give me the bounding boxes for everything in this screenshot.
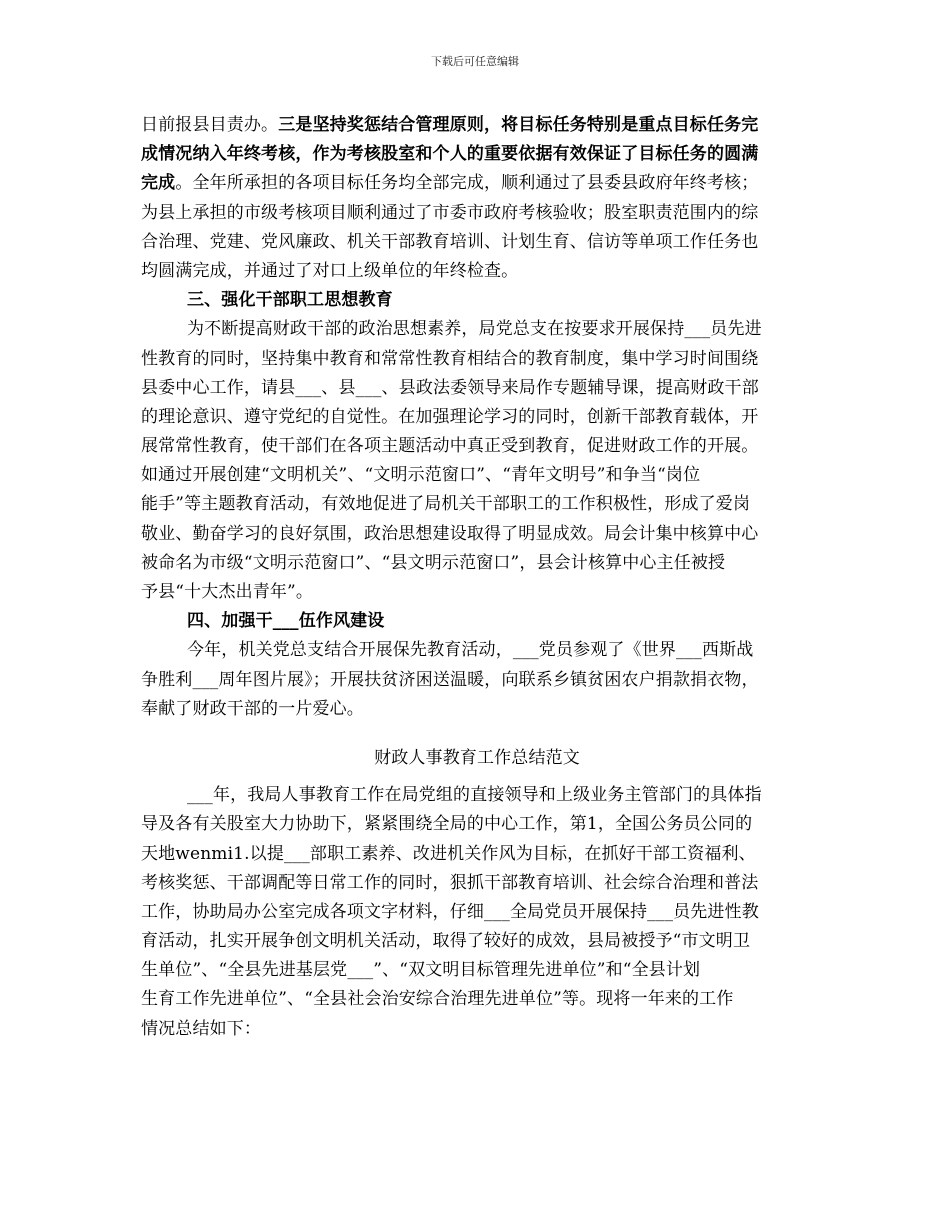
- section-heading-ideology: 三、强化干部职工思想教育: [187, 290, 393, 311]
- text-line: ___年，我局人事教育工作在局党组的直接领导和上级业务主管部门的具体指: [187, 785, 762, 806]
- text-line: 生单位”、“全县先进基层党___”、“双文明目标管理先进单位”和“全县计划: [141, 960, 701, 981]
- text-line: 成情况纳入年终考核，作为考核股室和个人的重要依据有效保证了目标任务的圆满: [141, 144, 759, 165]
- text-line: 为不断提高财政干部的政治思想素养，局党总支在按要求开展保持___员先进: [187, 319, 762, 340]
- text-line: 的理论意识、遵守党纪的自觉性。在加强理论学习的同时，创新干部教育载体，开: [141, 406, 759, 427]
- text-line: 今年，机关党总支结合开展保先教育活动，___党员参观了《世界___西斯战: [187, 640, 754, 661]
- text-line: 奉献了财政干部的一片爱心。: [141, 698, 364, 719]
- paragraph-ideology-education: [141, 315, 813, 607]
- bold-text-run: 完成: [141, 173, 176, 194]
- paragraph-work-style: [141, 636, 813, 724]
- spacer: [141, 724, 813, 744]
- text-line: 生育工作先进单位”、“全县社会治安综合治理先进单位”等。现将一年来的工作: [141, 989, 734, 1010]
- text-line: 合治理、党建、党风廉政、机关干部教育培训、计划生育、信访等单项工作任务也: [141, 231, 759, 252]
- spacer: [141, 773, 813, 781]
- text-line: 予县“十大杰出青年”。: [141, 582, 314, 602]
- text-line: 情况总结如下：: [141, 1018, 262, 1039]
- text-line: 导及各有关股室大力协助下，紧紧围绕全局的中心工作，第1，全国公务员公同的: [141, 814, 753, 835]
- text-line: [141, 169, 813, 198]
- text-line: 天地wenmi1.以提___部职工素养、改进机关作风为目标，在抓好干部工资福利、: [141, 843, 756, 864]
- text-line: 被命名为市级“文明示范窗口”、“县文明示范窗口”，县会计核算中心主任被授: [141, 552, 726, 573]
- text-line: 考核奖惩、干部调配等日常工作的同时，狠抓干部教育培训、社会综合治理和普法: [141, 872, 759, 893]
- text-line: 工作，协助局办公室完成各项文字材料，仔细___全局党员开展保持___员先进性教: [141, 901, 759, 922]
- text-line: 如通过开展创建“文明机关”、“文明示范窗口”、“青年文明号”和争当“岗位: [141, 465, 701, 486]
- section-heading-work-style: 四、加强干___伍作风建设: [187, 611, 385, 632]
- text-line: 县委中心工作，请县___、县___、县政法委领导来局作专题辅导课，提高财政干部: [141, 377, 759, 398]
- text-line: 争胜利___周年图片展》；开展扶贫济困送温暖，向联系乡镇贫困农户捐款捐衣物，: [141, 669, 759, 690]
- bold-text-run: 三是坚持奖惩结合管理原则，将目标任务特别是重点目标任务完: [278, 115, 759, 135]
- paragraph-target-assessment: [141, 111, 813, 286]
- text-run: 。全年所承担的各项目标任务均全部完成，顺利通过了县委县政府年终考核；: [175, 173, 759, 194]
- text-line: 为县上承担的市级考核项目顺利通过了市委市政府考核验收；股室职责范围内的综: [141, 202, 759, 223]
- text-line: [141, 111, 813, 140]
- text-run: 日前报县目责办。: [141, 115, 279, 135]
- text-line: 敬业、勤奋学习的良好氛围，政治思想建设取得了明显成效。局会计集中核算中心: [141, 523, 759, 544]
- paragraph-personnel-summary: [141, 781, 813, 1044]
- text-line: 性教育的同时，坚持集中教育和常常性教育相结合的教育制度，集中学习时间围绕: [141, 348, 759, 369]
- text-line: 均圆满完成，并通过了对口上级单位的年终检查。: [141, 260, 519, 281]
- text-line: 展常常性教育，使干部们在各项主题活动中真正受到教育，促进财政工作的开展。: [141, 436, 759, 457]
- text-line: 能手”等主题教育活动，有效地促进了局机关干部职工的工作积极性，形成了爱岗: [141, 494, 751, 515]
- document-body: [141, 111, 813, 1044]
- document-title: 财政人事教育工作总结范文: [374, 747, 580, 768]
- text-line: 育活动，扎实开展争创文明机关活动，取得了较好的成效，县局被授予“市文明卫: [141, 931, 751, 952]
- header-note: 下载后可任意编辑: [431, 55, 519, 68]
